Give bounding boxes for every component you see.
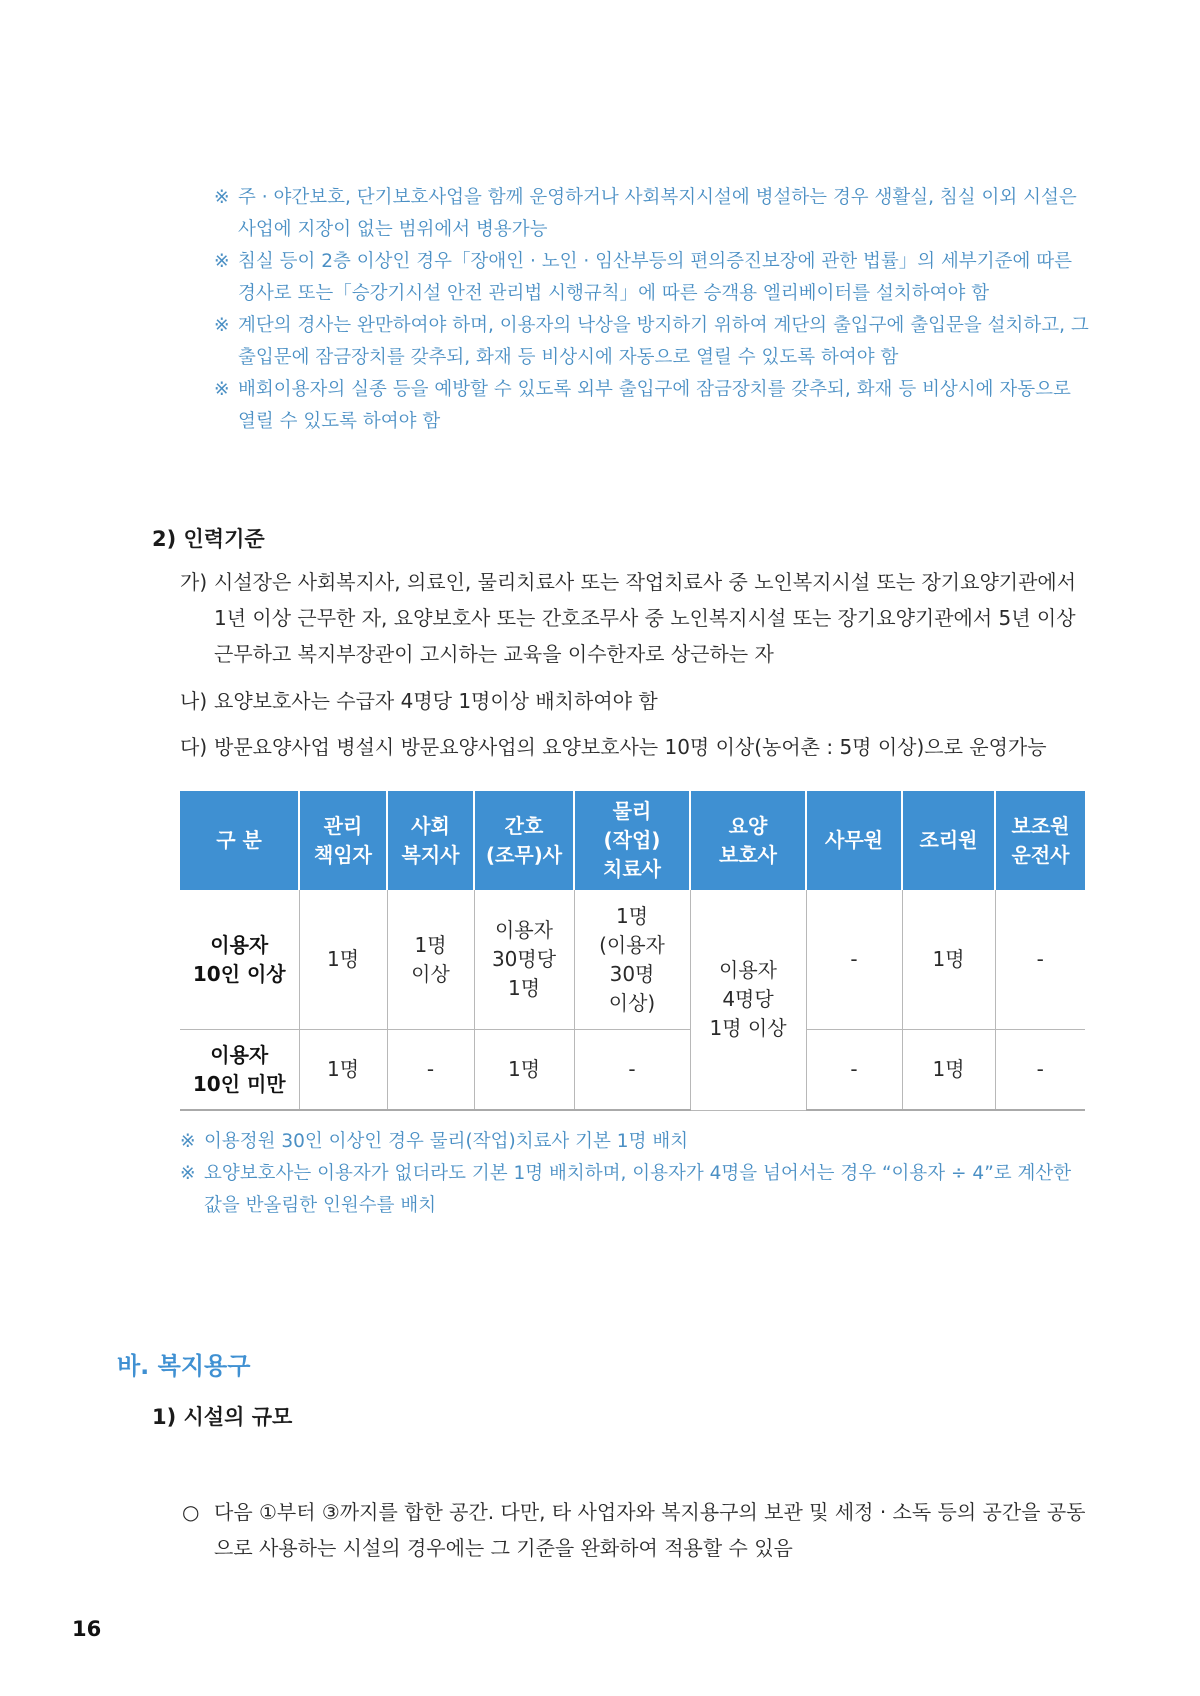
header-category: 구 분	[180, 791, 299, 890]
item-label: 나)	[180, 689, 208, 713]
note-item	[214, 246, 1094, 310]
item-text: 방문요양사업 병설시 방문요양사업의 요양보호사는 10명 이상(농어촌 : 5명 이상)으로 운영가능	[214, 735, 1047, 759]
item-text: 요양보호사는 수급자 4명당 1명이상 배치하여야 함	[214, 689, 658, 713]
header-nurse: 간호 (조무)사	[474, 791, 574, 890]
page-number: 16	[72, 1617, 102, 1641]
table-cell: -	[806, 1030, 902, 1111]
staffing-item-na	[180, 683, 1085, 719]
note-item	[214, 310, 1094, 374]
table-cell: 1명	[474, 1030, 574, 1111]
table-cell: 1명	[299, 1030, 387, 1111]
staffing-table	[180, 791, 1085, 1111]
note-text: 배회이용자의 실종 등을 예방할 수 있도록 외부 출입구에 잠금장치를 갖추되, 화재 등 비상시에 자동으로 열릴 수 있도록 하여야 함	[238, 379, 1071, 432]
table-cell: 1명	[902, 1030, 995, 1111]
note-mark: ※	[180, 1163, 196, 1184]
note-mark: ※	[214, 379, 230, 400]
table-cell: -	[806, 890, 902, 1030]
table-cell: 1명 (이용자 30명 이상)	[574, 890, 690, 1030]
table-cell: -	[574, 1030, 690, 1111]
row-label: 이용자 10인 미만	[180, 1030, 299, 1111]
note-mark: ※	[214, 187, 230, 208]
table-cell: 이용자 30명당 1명	[474, 890, 574, 1030]
table-row	[180, 1030, 1085, 1111]
row-label: 이용자 10인 이상	[180, 890, 299, 1030]
table-row	[180, 890, 1085, 1030]
facility-notes	[214, 182, 1094, 438]
note-text: 주 · 야간보호, 단기보호사업을 함께 운영하거나 사회복지시설에 병설하는 경우 생활실, 침실 이외 시설은 사업에 지장이 없는 범위에서 병용가능	[238, 187, 1077, 240]
header-cook: 조리원	[902, 791, 995, 890]
section-title: 바. 복지용구	[117, 1352, 251, 1380]
section-subheading: 1) 시설의 규모	[152, 1405, 293, 1429]
caregiver-merged-cell: 이용자 4명당 1명 이상	[690, 890, 806, 1110]
bullet-mark: ○	[182, 1500, 200, 1524]
table-notes	[180, 1126, 1085, 1222]
item-text: 시설장은 사회복지사, 의료인, 물리치료사 또는 작업치료사 중 노인복지시설 또는 장기요양기관에서 1년 이상 근무한 자, 요양보호사 또는 간호조무사 중 노인복지시설 또는 장기요양기관에서 5년 이상 근무하고 복지부장관이 고시하는 교육을 이수한자로 상근하는 자	[214, 570, 1077, 666]
table-cell: -	[995, 1030, 1085, 1111]
note-mark: ※	[180, 1131, 196, 1152]
table-cell: 1명	[902, 890, 995, 1030]
note-text: 침실 등이 2층 이상인 경우「장애인 · 노인 · 임산부등의 편의증진보장에 관한 법률」의 세부기준에 따른 경사로 또는「승강기시설 안전 관리법 시행규칙」에 따른 승객용 엘리베이터를 설치하여야 함	[238, 251, 1072, 304]
note-text: 이용정원 30인 이상인 경우 물리(작업)치료사 기본 1명 배치	[204, 1131, 689, 1152]
note-text: 계단의 경사는 완만하여야 하며, 이용자의 낙상을 방지하기 위하여 계단의 출입구에 출입문을 설치하고, 그 출입문에 잠금장치를 갖추되, 화재 등 비상시에 자동으로 열릴 수 있도록 하여야 함	[238, 315, 1089, 368]
table-cell: 1명	[299, 890, 387, 1030]
item-label: 가)	[180, 570, 208, 594]
header-manager: 관리 책임자	[299, 791, 387, 890]
table-header-row	[180, 791, 1085, 890]
table-cell: -	[387, 1030, 474, 1111]
item-label: 다)	[180, 735, 208, 759]
header-assistant-driver: 보조원 운전사	[995, 791, 1085, 890]
staffing-item-ga	[180, 564, 1085, 672]
bullet-item	[182, 1494, 1087, 1566]
table-cell: -	[995, 890, 1085, 1030]
staffing-item-da	[180, 729, 1085, 765]
note-item	[214, 182, 1094, 246]
note-text: 요양보호사는 이용자가 없더라도 기본 1명 배치하며, 이용자가 4명을 넘어서는 경우 “이용자 ÷ 4”로 계산한 값을 반올림한 인원수를 배치	[204, 1163, 1072, 1216]
header-caregiver: 요양 보호사	[690, 791, 806, 890]
staffing-heading: 2) 인력기준	[152, 527, 265, 551]
note-item	[180, 1126, 1085, 1158]
bullet-text: 다음 ①부터 ③까지를 합한 공간. 다만, 타 사업자와 복지용구의 보관 및 세정 · 소독 등의 공간을 공동으로 사용하는 시설의 경우에는 그 기준을 완화하여 적용할 수 있음	[214, 1500, 1086, 1560]
note-mark: ※	[214, 251, 230, 272]
note-item	[180, 1158, 1085, 1222]
note-item	[214, 374, 1094, 438]
header-social-worker: 사회 복지사	[387, 791, 474, 890]
table-cell: 1명 이상	[387, 890, 474, 1030]
header-therapist: 물리 (작업) 치료사	[574, 791, 690, 890]
header-office-worker: 사무원	[806, 791, 902, 890]
note-mark: ※	[214, 315, 230, 336]
